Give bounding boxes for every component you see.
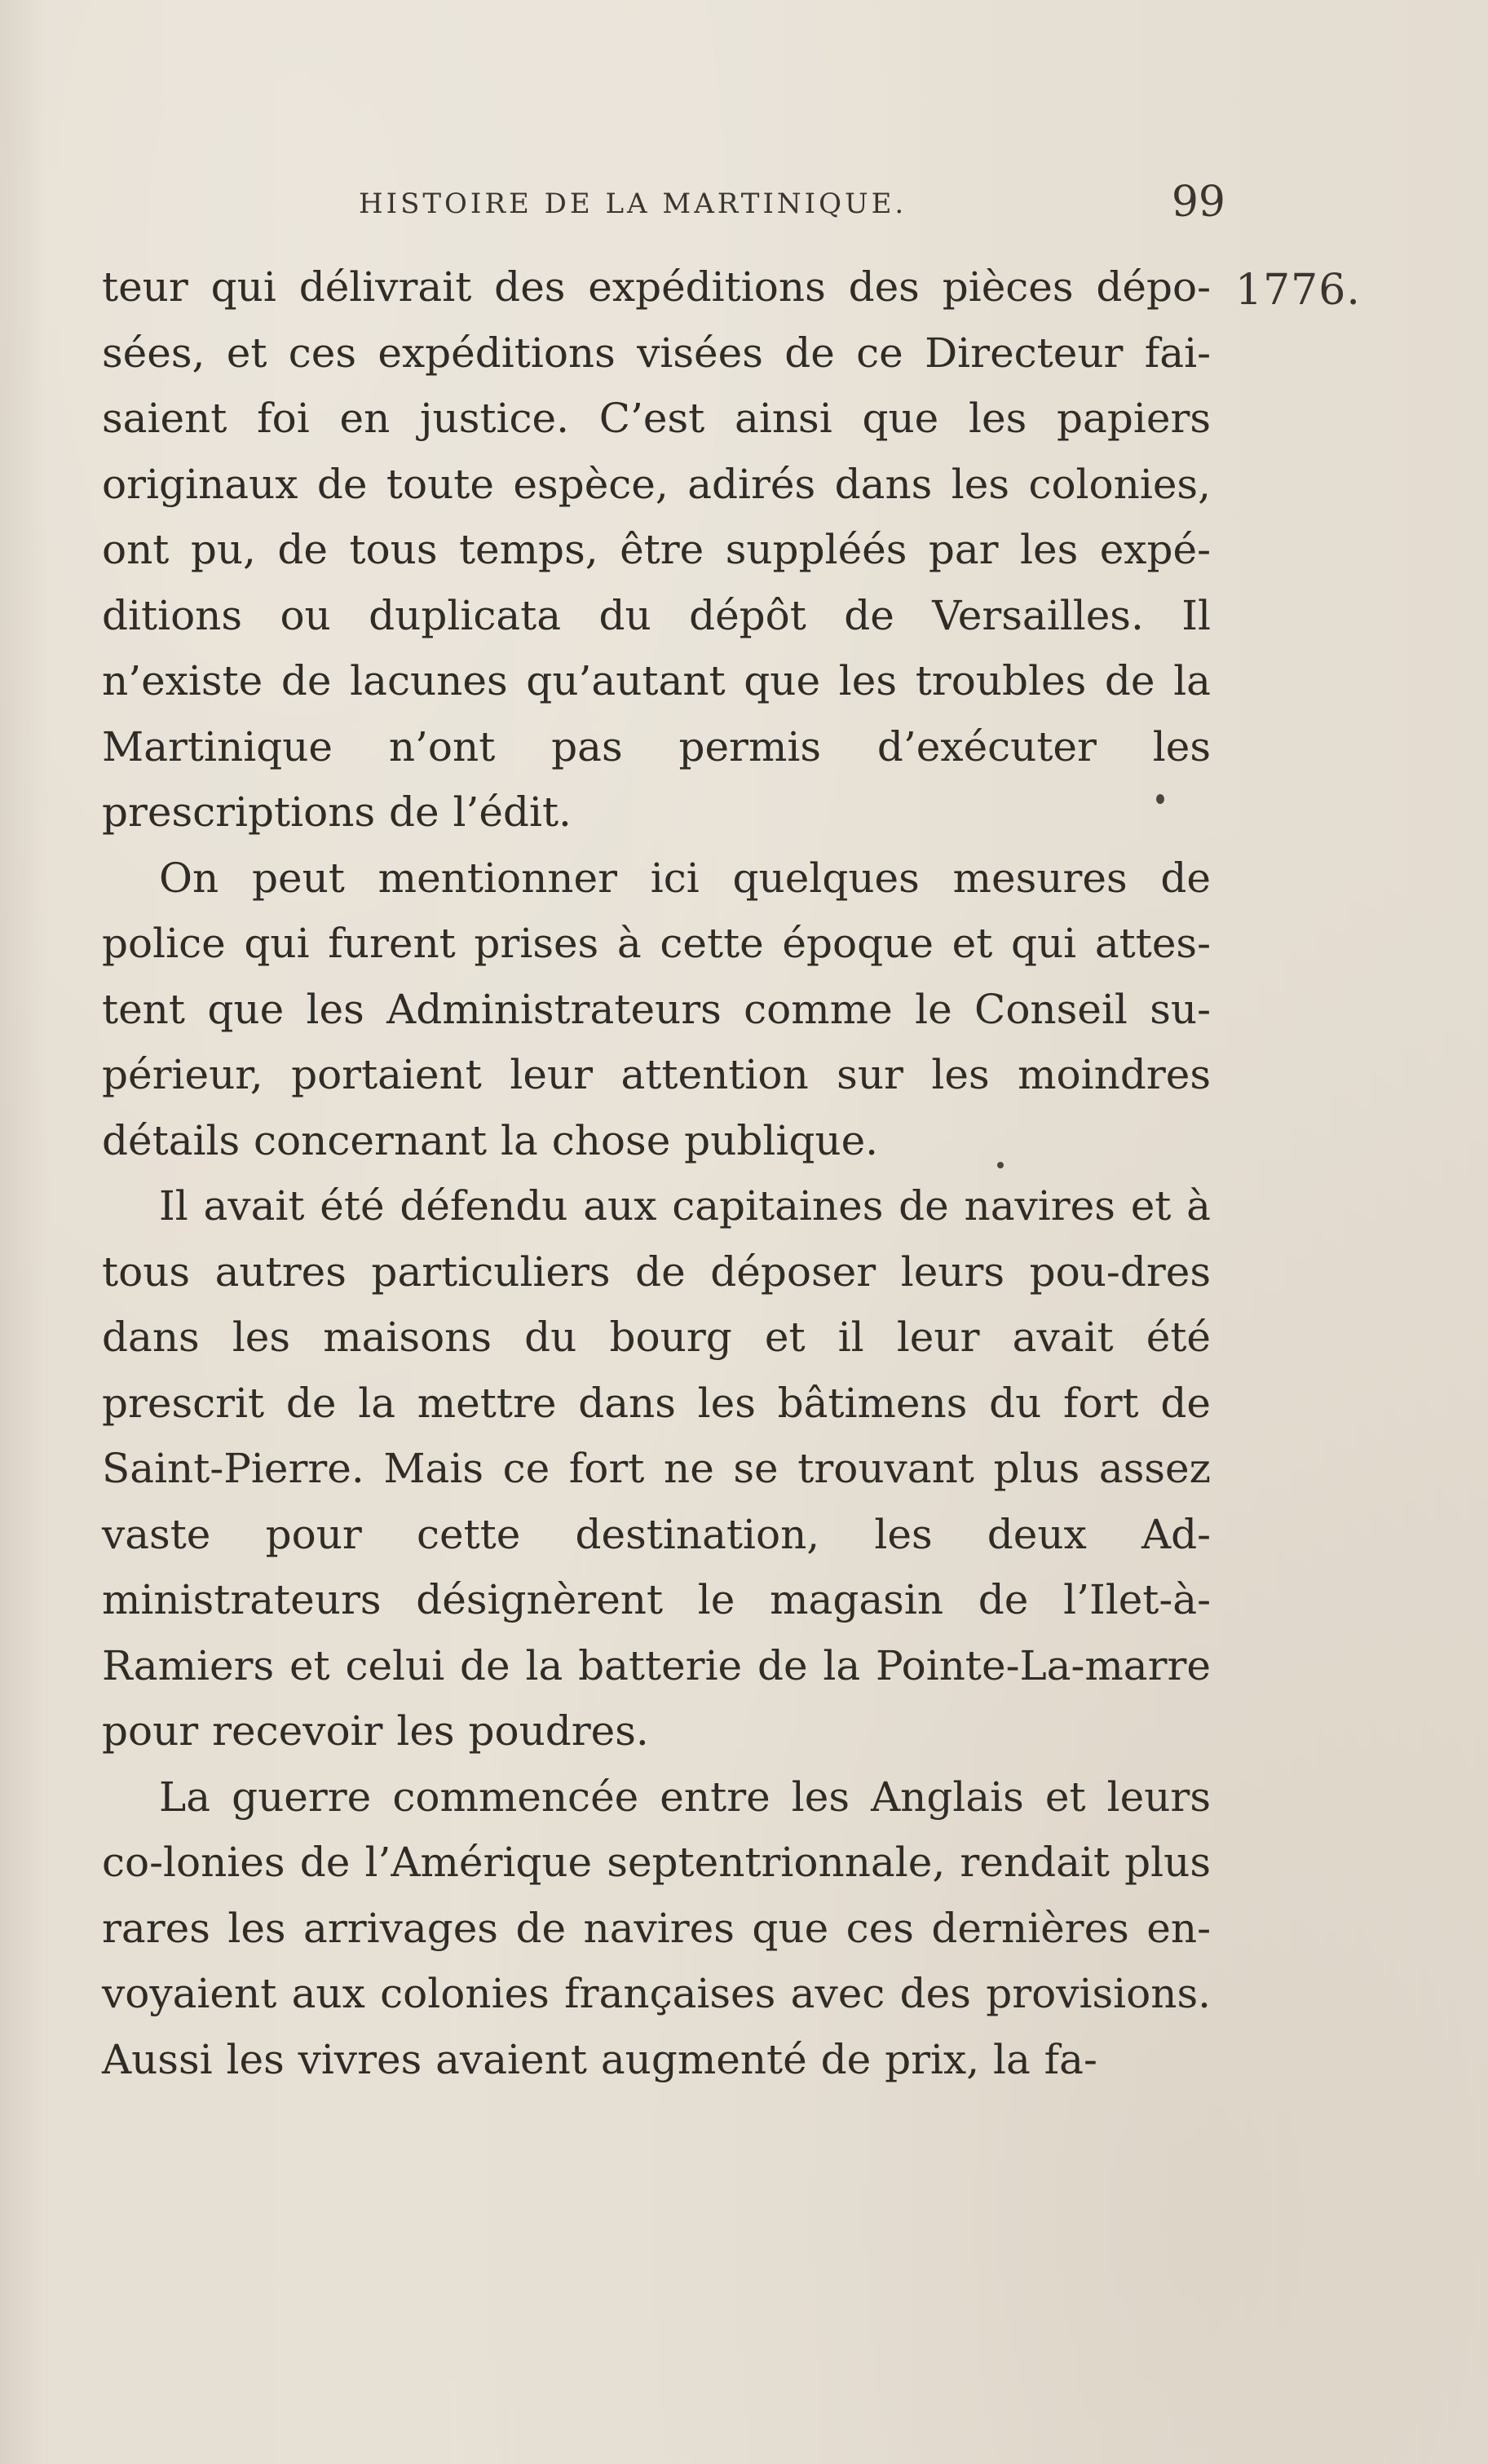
body-text (102, 254, 1211, 2092)
page-number: 99 (1171, 178, 1225, 227)
ink-speck (1156, 794, 1164, 804)
margin-year-note: 1776. (1235, 266, 1361, 315)
paragraph-1: teur qui délivrait des expéditions des pièces dépo-sées, et ces expéditions visées de ce Directeur fai-saient foi en justice. C’est ainsi que les papiers originaux de toute espèce, adirés dans les colonies, ont pu, de tous temps, être suppléés par les expé-ditions ou duplicata du dépôt de Versailles. Il n’existe de lacunes qu’autant que les troubles de la Martinique n’ont pas permis d’exécuter les prescriptions de l’édit. (102, 263, 1211, 836)
page-header (359, 178, 1225, 227)
paragraph-4: La guerre commencée entre les Anglais et leurs co-lonies de l’Amérique septentrionnale, rendait plus rares les arrivages de navires que ces dernières en-voyaient aux colonies françaises avec des provisions. Aussi les vivres avaient augmenté de prix, la fa- (102, 1773, 1211, 2083)
paragraph-2: On peut mentionner ici quelques mesures de police qui furent prises à cette époque et qui attes-tent que les Administrateurs comme le Conseil su-périeur, portaient leur attention sur les moindres détails concernant la chose publique. (102, 854, 1211, 1164)
ink-speck (997, 1162, 1004, 1168)
paragraph-3: Il avait été défendu aux capitaines de navires et à tous autres particuliers de déposer leurs pou-dres dans les maisons du bourg et il leur avait été prescrit de la mettre dans les bâtimens du fort de Saint-Pierre. Mais ce fort ne se trouvant plus assez vaste pour cette destination, les deux Ad-ministrateurs désignèrent le magasin de l’Ilet-à-Ramiers et celui de la batterie de la Pointe-La-marre pour recevoir les poudres. (102, 1182, 1211, 1755)
running-title: HISTOIRE DE LA MARTINIQUE. (359, 188, 907, 220)
